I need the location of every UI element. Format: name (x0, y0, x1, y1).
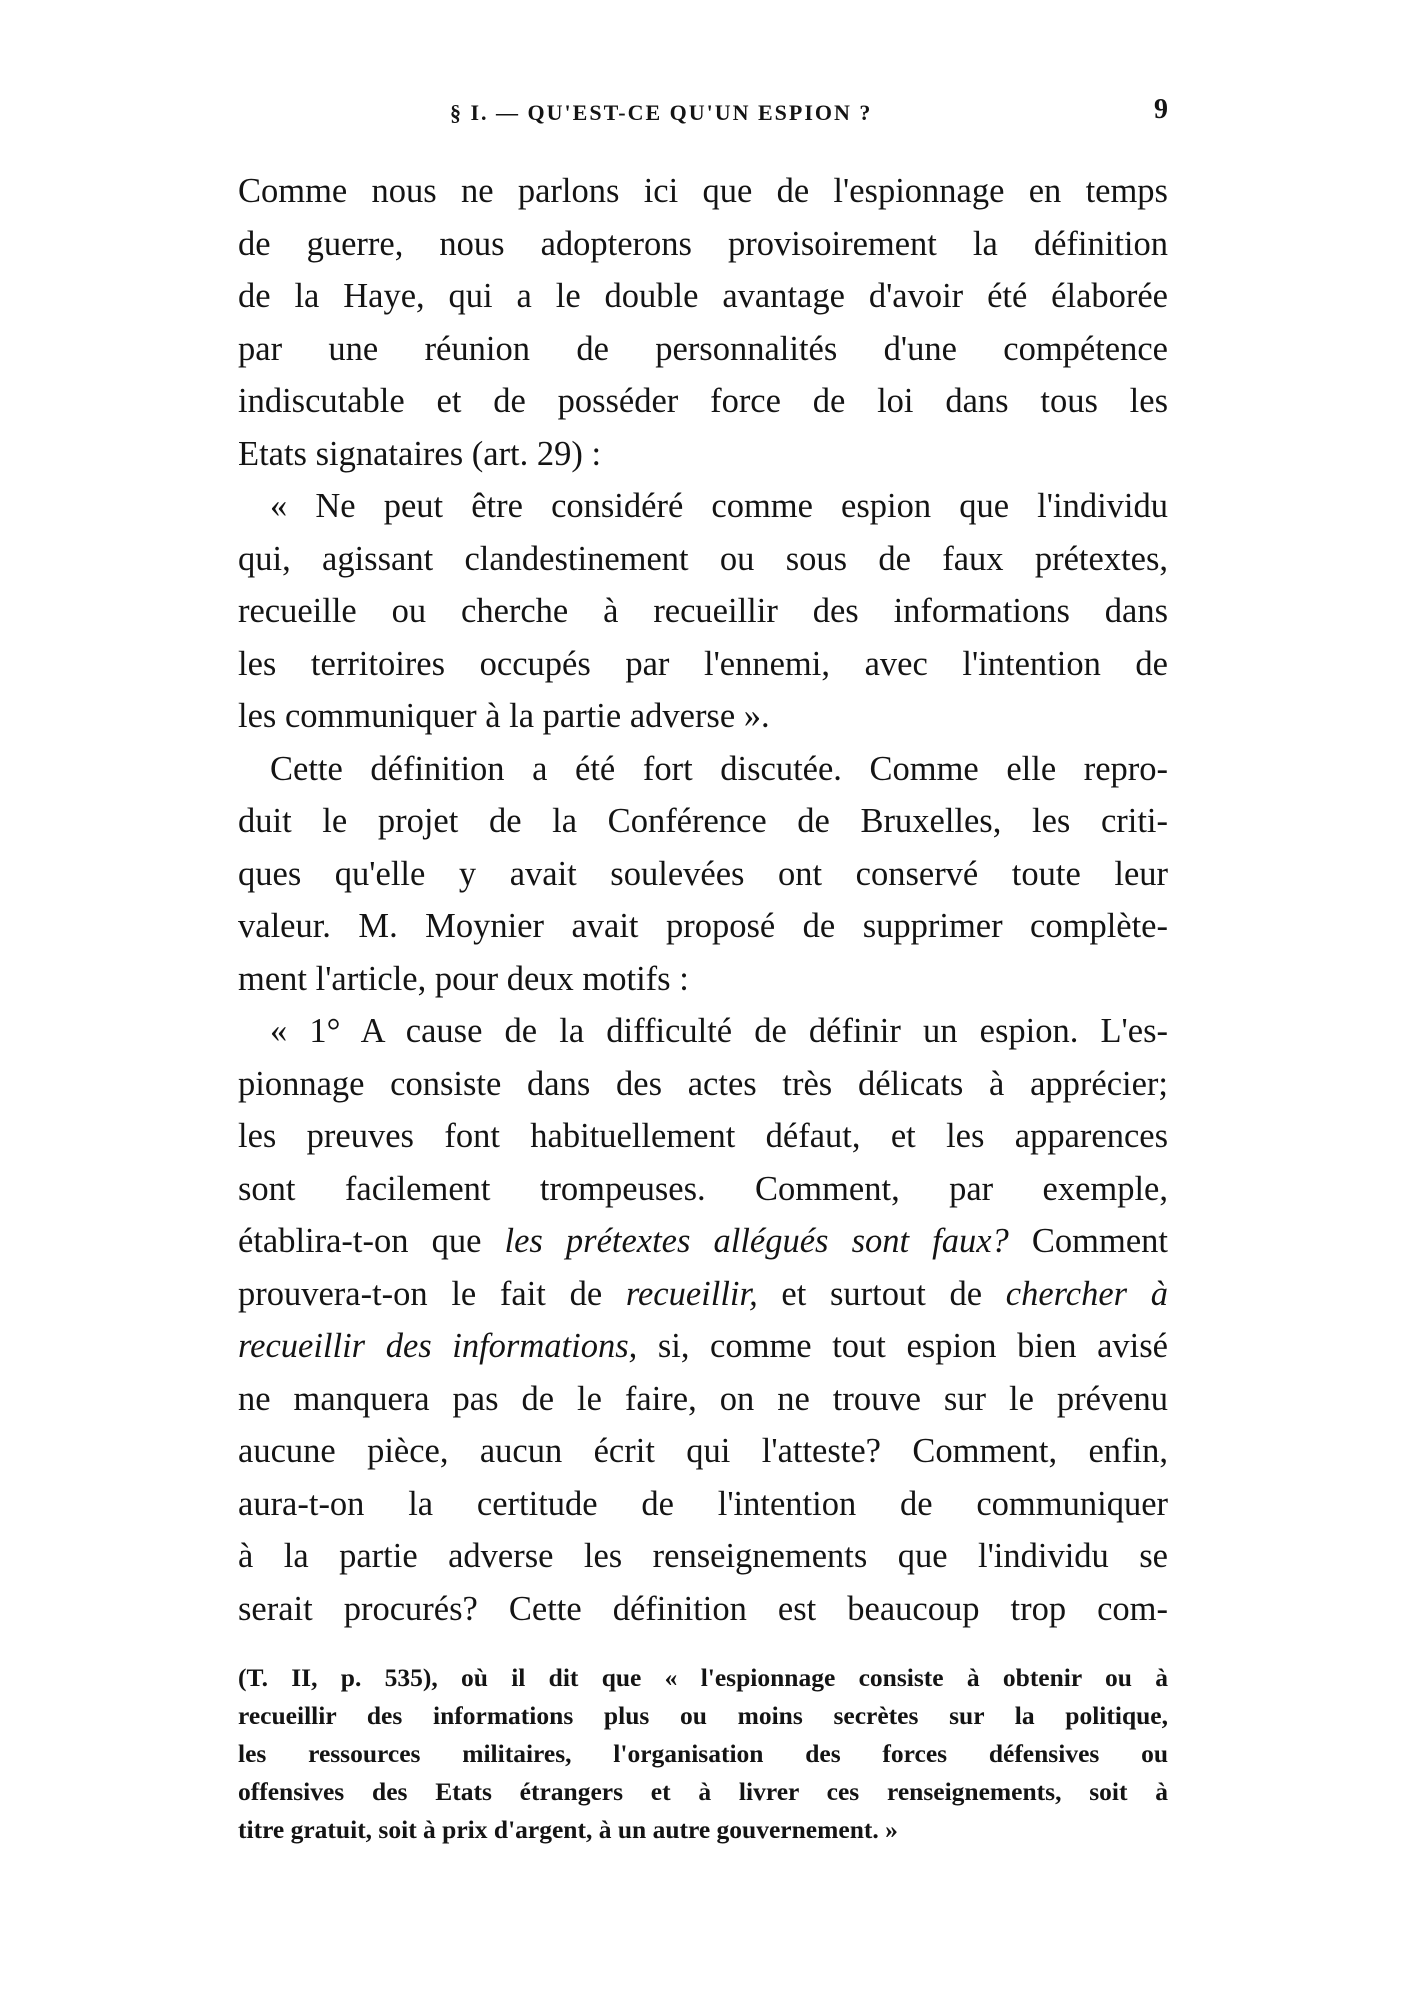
text-line: duit le projet de la Conférence de Bruxelles, les criti- (238, 802, 1168, 840)
text-line: ne manquera pas de le faire, on ne trouve sur le prévenu (238, 1379, 1168, 1418)
running-title: § I. — QU'EST-CE QU'UN ESPION ? (450, 100, 873, 125)
text-line: ques qu'elle y avait soulevées ont conservé toute leur (238, 854, 1168, 893)
page-number: 9 (1154, 94, 1168, 125)
italic-run: recueillir, (625, 1274, 758, 1313)
text-line: par une réunion de personnalités d'une compétence (238, 329, 1168, 368)
paragraph-1 (238, 165, 1168, 480)
italic-run: chercher à (1005, 1274, 1169, 1313)
text-line: recueille ou cherche à recueillir des informations dans (238, 592, 1168, 630)
text-run: établira-t-on que (238, 1222, 505, 1260)
text-line: ment l'article, pour deux motifs : (238, 959, 689, 998)
footnote-line: titre gratuit, soit à prix d'argent, à un autre gouvernement. » (238, 1815, 898, 1844)
text-line: serait procurés? Cette définition est beaucoup trop com- (238, 1589, 1168, 1628)
text-run: et surtout de (757, 1274, 1006, 1313)
text-line: sont facilement trompeuses. Comment, par exemple, (238, 1169, 1168, 1208)
text-line (238, 1320, 1168, 1373)
text-line: « Ne peut être considéré comme espion que l'individu (270, 487, 1168, 525)
text-line: Comme nous ne parlons ici que de l'espionnage en temps (238, 172, 1168, 210)
text-run: prouvera-t-on le fait de (238, 1274, 626, 1313)
text-line: aucune pièce, aucun écrit qui l'atteste? Comment, enfin, (238, 1432, 1168, 1470)
footnote (238, 1659, 1168, 1849)
running-header (240, 94, 1168, 134)
paragraph-3 (238, 743, 1168, 1006)
text-line: valeur. M. Moynier avait proposé de supprimer complète- (238, 907, 1168, 945)
text-line: Etats signataires (art. 29) : (238, 434, 602, 473)
text-line: indiscutable et de posséder force de loi dans tous les (238, 382, 1168, 420)
paragraph-2-quotation (238, 480, 1168, 743)
text-line: les communiquer à la partie adverse ». (238, 697, 770, 735)
footnote-line: recueillir des informations plus ou moins secrètes sur la politique, (238, 1701, 1168, 1730)
text-line: à la partie adverse les renseignements que l'individu se (238, 1537, 1168, 1575)
text-run: si, comme tout espion bien avisé (637, 1327, 1168, 1365)
text-line: de guerre, nous adopterons provisoirement la définition (238, 224, 1168, 263)
main-text (238, 165, 1168, 1635)
text-line: « 1° A cause de la difficulté de définir un espion. L'es- (270, 1012, 1168, 1050)
italic-run: recueillir des informations, (238, 1327, 638, 1365)
text-line (238, 1268, 1168, 1321)
text-line: Cette définition a été fort discutée. Comme elle repro- (270, 749, 1168, 788)
footnote-line: (T. II, p. 535), où il dit que « l'espionnage consiste à obtenir ou à (238, 1663, 1168, 1692)
text-line: les preuves font habituellement défaut, et les apparences (238, 1117, 1168, 1155)
text-line: aura-t-on la certitude de l'intention de communiquer (238, 1484, 1168, 1523)
footnote-line: les ressources militaires, l'organisation des forces défensives ou (238, 1739, 1168, 1768)
italic-run: les prétextes allégués sont faux? (504, 1222, 1009, 1260)
text-line: les territoires occupés par l'ennemi, avec l'intention de (238, 644, 1168, 683)
text-line (238, 1215, 1168, 1268)
paragraph-4 (238, 1005, 1168, 1635)
text-run: Comment (1008, 1222, 1168, 1260)
text-line: qui, agissant clandestinement ou sous de faux prétextes, (238, 539, 1168, 578)
text-line: de la Haye, qui a le double avantage d'avoir été élaborée (238, 277, 1168, 315)
text-line: pionnage consiste dans des actes très délicats à apprécier; (238, 1064, 1168, 1103)
footnote-line: offensives des Etats étrangers et à livrer ces renseignements, soit à (238, 1777, 1168, 1806)
